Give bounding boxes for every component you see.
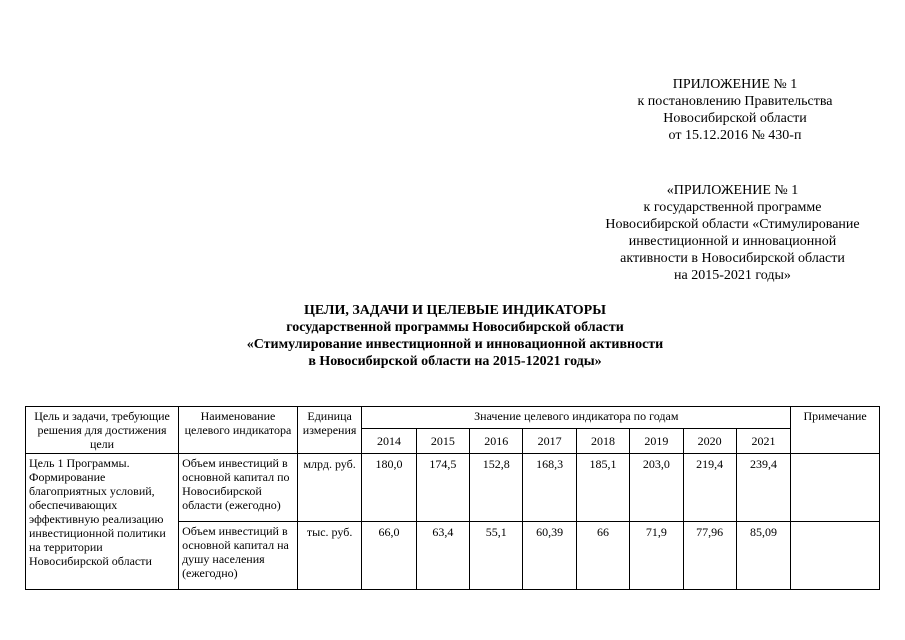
value-cell: 66: [576, 522, 629, 590]
year-header: 2021: [736, 429, 790, 454]
year-header: 2015: [416, 429, 469, 454]
note-cell: [791, 522, 880, 590]
appendix-header-2: [590, 182, 875, 284]
year-header: 2020: [683, 429, 736, 454]
value-cell: 152,8: [470, 454, 523, 522]
unit-cell: тыс. руб.: [297, 522, 361, 590]
year-header: 2016: [470, 429, 523, 454]
appendix-2-line: к государственной программе: [643, 200, 822, 215]
appendix-1-line: Новосибирской области: [663, 111, 807, 126]
appendix-header-1: [600, 76, 870, 144]
header-unit: Единица измерения: [297, 407, 361, 454]
indicator-cell: Объем инвестиций в основной капитал по Новосибирской области (ежегодно): [179, 454, 298, 522]
appendix-1-line: к постановлению Правительства: [637, 94, 833, 109]
header-values-by-year: Значение целевого индикатора по годам: [362, 407, 791, 429]
appendix-2-line: инвестиционной и инновационной: [628, 234, 837, 249]
header-goals: Цель и задачи, требующие решения для достижения цели: [26, 407, 179, 454]
table-row: [26, 454, 880, 522]
unit-cell: млрд. руб.: [297, 454, 361, 522]
indicators-table: [25, 406, 880, 590]
indicator-cell: Объем инвестиций в основной капитал на душу населения (ежегодно): [179, 522, 298, 590]
title-line: «Стимулирование инвестиционной и инновационной активности: [246, 337, 664, 352]
value-cell: 85,09: [736, 522, 790, 590]
appendix-2-line: Новосибирской области «Стимулирование: [605, 217, 860, 232]
header-note: Примечание: [791, 407, 880, 454]
value-cell: 71,9: [630, 522, 683, 590]
value-cell: 174,5: [416, 454, 469, 522]
appendix-2-line: на 2015-2021 годы»: [674, 268, 791, 283]
year-header: 2018: [576, 429, 629, 454]
value-cell: 203,0: [630, 454, 683, 522]
value-cell: 219,4: [683, 454, 736, 522]
note-cell: [791, 454, 880, 522]
year-header: 2014: [362, 429, 416, 454]
appendix-1-line: ПРИЛОЖЕНИЕ № 1: [672, 77, 798, 92]
appendix-2-line: «ПРИЛОЖЕНИЕ № 1: [666, 183, 799, 198]
appendix-1-line: от 15.12.2016 № 430-п: [668, 128, 802, 143]
value-cell: 63,4: [416, 522, 469, 590]
value-cell: 185,1: [576, 454, 629, 522]
value-cell: 55,1: [470, 522, 523, 590]
title-line: государственной программы Новосибирской области: [286, 320, 624, 335]
value-cell: 66,0: [362, 522, 416, 590]
value-cell: 77,96: [683, 522, 736, 590]
title-line: в Новосибирской области на 2015-12021 годы»: [308, 354, 602, 369]
value-cell: 60,39: [523, 522, 576, 590]
document-title: [140, 302, 770, 370]
year-header: 2017: [523, 429, 576, 454]
header-indicator: Наименование целевого индикатора: [179, 407, 298, 454]
appendix-2-line: активности в Новосибирской области: [620, 251, 845, 266]
value-cell: 180,0: [362, 454, 416, 522]
year-header: 2019: [630, 429, 683, 454]
value-cell: 239,4: [736, 454, 790, 522]
goal-cell: Цель 1 Программы. Формирование благоприятных условий, обеспечивающих эффективную реализацию инвестиционной политики на территории Новосибирской области: [26, 454, 179, 590]
title-line: ЦЕЛИ, ЗАДАЧИ И ЦЕЛЕВЫЕ ИНДИКАТОРЫ: [304, 303, 606, 318]
value-cell: 168,3: [523, 454, 576, 522]
